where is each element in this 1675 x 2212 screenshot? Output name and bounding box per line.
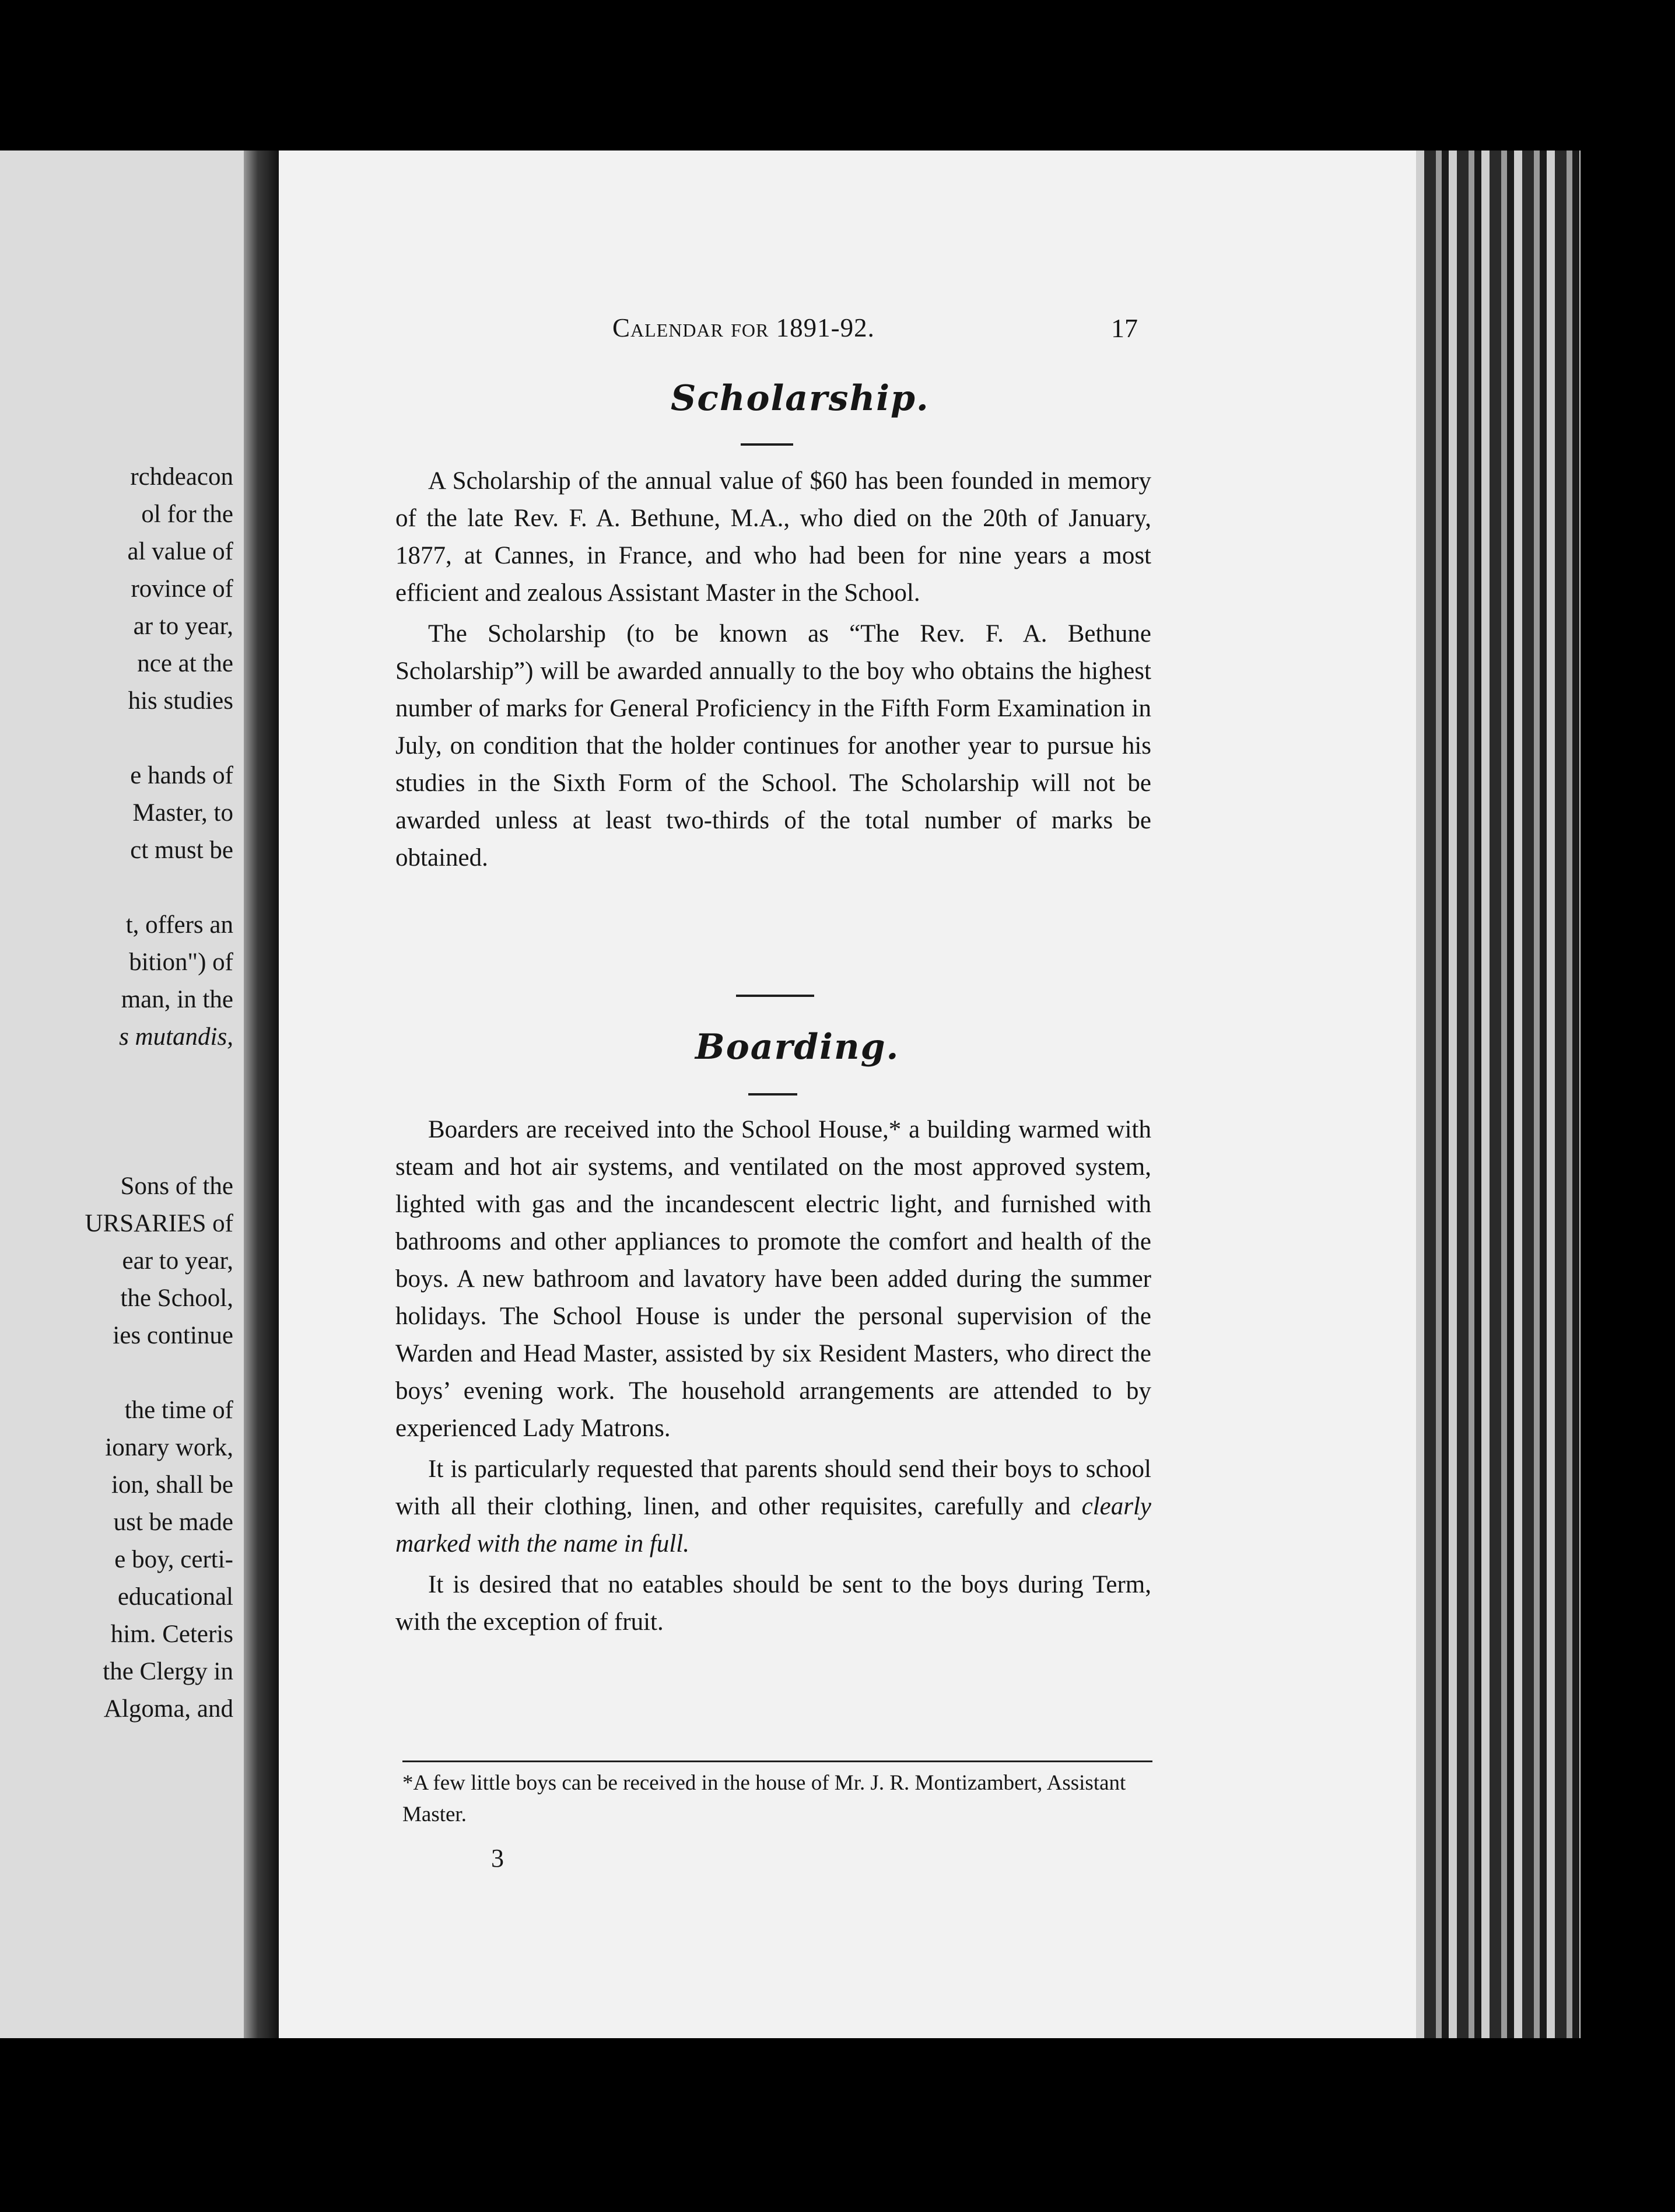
boarding-heading: Boarding.	[695, 1027, 900, 1068]
left-facing-page	[0, 150, 244, 2038]
left-line: man, in the	[121, 986, 233, 1013]
left-line: ct must be	[130, 836, 233, 864]
scholarship-paragraph-2: The Scholarship (to be known as “The Rev. F. A. Bethune Scholarship”) will be awarded annually to the boy who obtains the highest number of marks for General Proficiency in the Fifth Form Examination in July, on condition that the holder continues for another year to pursue his studies in the Sixth Form of the School. The Scholarship will not be awarded unless at least two-thirds of the total number of marks be obtained.	[395, 620, 1151, 872]
left-line: the time of	[124, 1396, 233, 1424]
left-line: ionary work,	[105, 1434, 233, 1461]
left-line: bition") of	[129, 949, 233, 976]
left-page-text	[0, 459, 233, 1728]
book-gutter	[244, 150, 279, 2038]
boarding-section	[395, 1111, 1151, 1641]
scholarship-paragraph-1: A Scholarship of the annual value of $60 has been founded in memory of the late Rev. F. A. Bethune, M.A., who died on the 20th of January, 1877, at Cannes, in France, and who had been for nine years a most efficient and zealous Assistant Master in the School.	[395, 467, 1151, 607]
left-line: rchdeacon	[130, 463, 233, 491]
left-line: nce at the	[137, 650, 233, 677]
left-line: URSARIES of	[85, 1210, 233, 1237]
left-line: Sons of the	[120, 1172, 233, 1200]
boarding-paragraph-2	[395, 1451, 1151, 1563]
heading-rule	[748, 1093, 797, 1096]
left-line: ol for the	[141, 501, 233, 528]
left-line: s mutandis,	[119, 1023, 233, 1051]
left-line: him. Ceteris	[110, 1620, 233, 1648]
footnote: *A few little boys can be received in the house of Mr. J. R. Montizambert, Assistant Master.	[402, 1771, 1126, 1826]
left-line: rovince of	[131, 575, 233, 603]
section-divider	[736, 995, 814, 997]
left-line: the School,	[120, 1284, 233, 1312]
boarding-paragraph-3: It is desired that no eatables should be sent to the boys during Term, with the exception of fruit.	[395, 1571, 1151, 1636]
left-line: e boy, certi-	[114, 1546, 233, 1573]
left-line: Algoma, and	[103, 1695, 233, 1723]
left-line: al value of	[127, 538, 233, 565]
page-edges	[1416, 150, 1581, 2038]
left-line: ust be made	[113, 1508, 233, 1536]
left-line: educational	[117, 1583, 233, 1611]
right-page	[279, 150, 1416, 2038]
running-head: Calendar for 1891-92.	[612, 313, 875, 342]
boarding-paragraph-2-text: It is particularly requested that parents should send their boys to school with all their clothing, linen, and other requisites, carefully and	[395, 1455, 1151, 1520]
scholarship-heading: Scholarship.	[671, 378, 930, 419]
left-line: Master, to	[132, 799, 233, 827]
left-line: his studies	[128, 687, 233, 715]
heading-rule	[741, 443, 793, 446]
signature-mark: 3	[491, 1844, 504, 1873]
left-line: e hands of	[130, 762, 233, 789]
footnote-rule	[402, 1760, 1152, 1762]
left-line: the Clergy in	[103, 1658, 233, 1685]
page-number: 17	[1111, 313, 1138, 343]
scholarship-section	[395, 463, 1151, 877]
left-line: ar to year,	[133, 612, 233, 640]
left-line: ion, shall be	[111, 1471, 233, 1499]
left-line: ies continue	[113, 1322, 233, 1349]
left-line: t, offers an	[125, 911, 233, 939]
left-line: ear to year,	[122, 1247, 233, 1275]
boarding-paragraph-1: Boarders are received into the School House,* a building warmed with steam and hot air systems, and ventilated on the most approved system, lighted with gas and the incandescent electric light, and furnished with bathrooms and other appliances to promote the comfort and health of the boys. A new bathroom and lavatory have been added during the summer holidays. The School House is under the personal supervision of the Warden and Head Master, assisted by six Resident Masters, who direct the boys’ evening work. The household arrangements are attended to by experienced Lady Matrons.	[395, 1116, 1151, 1442]
emphasis-text: clearly marked with the name in full.	[395, 1493, 1151, 1558]
